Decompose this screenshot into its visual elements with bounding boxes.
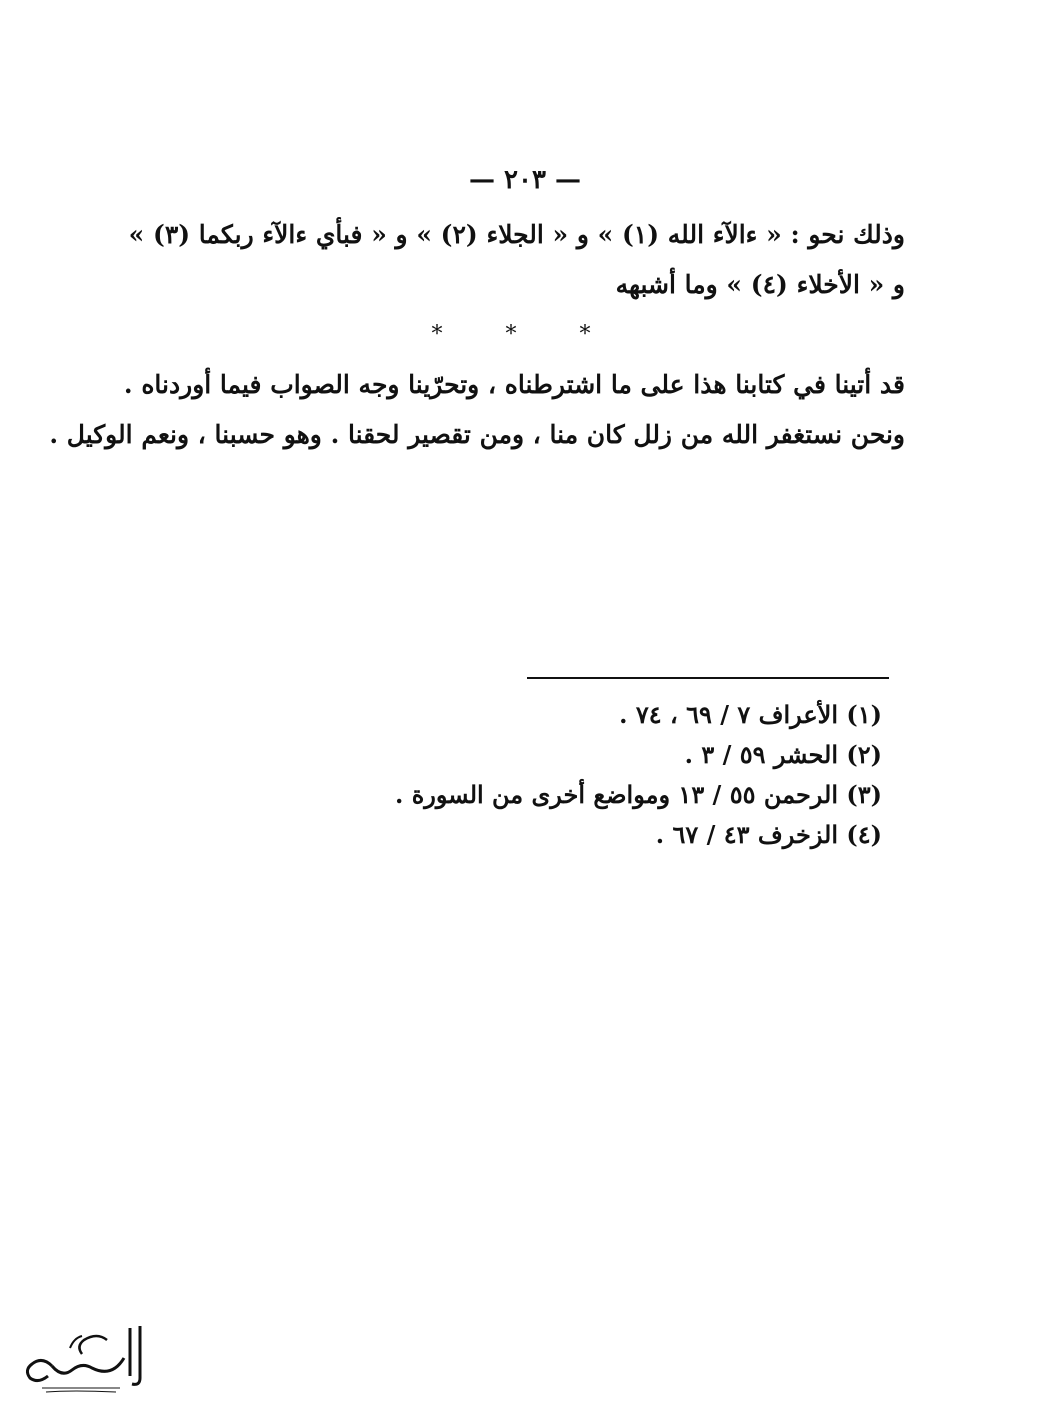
paragraph-line: و « الأخلاء (٤) » وما أشبهه — [615, 270, 905, 299]
footnote-item: (٣) الرحمن ٥٥ / ١٣ ومواضع أخرى من السورة . — [395, 780, 882, 809]
paragraph-line: وذلك نحو : « ءالآء الله (١) » و « الجلاء (٢) » و « فبأي ءالآء ربكما (٣) » — [128, 220, 905, 249]
footnotes-list — [380, 695, 882, 855]
paragraph-closing — [49, 360, 905, 460]
page-number: — ٢٠٣ — — [468, 165, 582, 195]
section-separator: * * * — [431, 322, 619, 347]
paragraph-examples — [128, 210, 905, 310]
footnote-item: (٢) الحشر ٥٩ / ٣ . — [684, 740, 882, 769]
paragraph-line: ونحن نستغفر الله من زلل كان منا ، ومن تقصير لحقنا . وهو حسبنا ، ونعم الوكيل . — [49, 420, 905, 449]
paragraph-line: قد أتينا في كتابنا هذا على ما اشترطناه ، وتحرّينا وجه الصواب فيما أوردناه . — [123, 370, 905, 399]
footnote-item: (١) الأعراف ٧ / ٦٩ ، ٧٤ . — [619, 700, 882, 729]
footnote-divider — [527, 677, 889, 679]
calligraphy-watermark-logo — [12, 1318, 152, 1398]
footnote-item: (٤) الزخرف ٤٣ / ٦٧ . — [655, 820, 882, 849]
